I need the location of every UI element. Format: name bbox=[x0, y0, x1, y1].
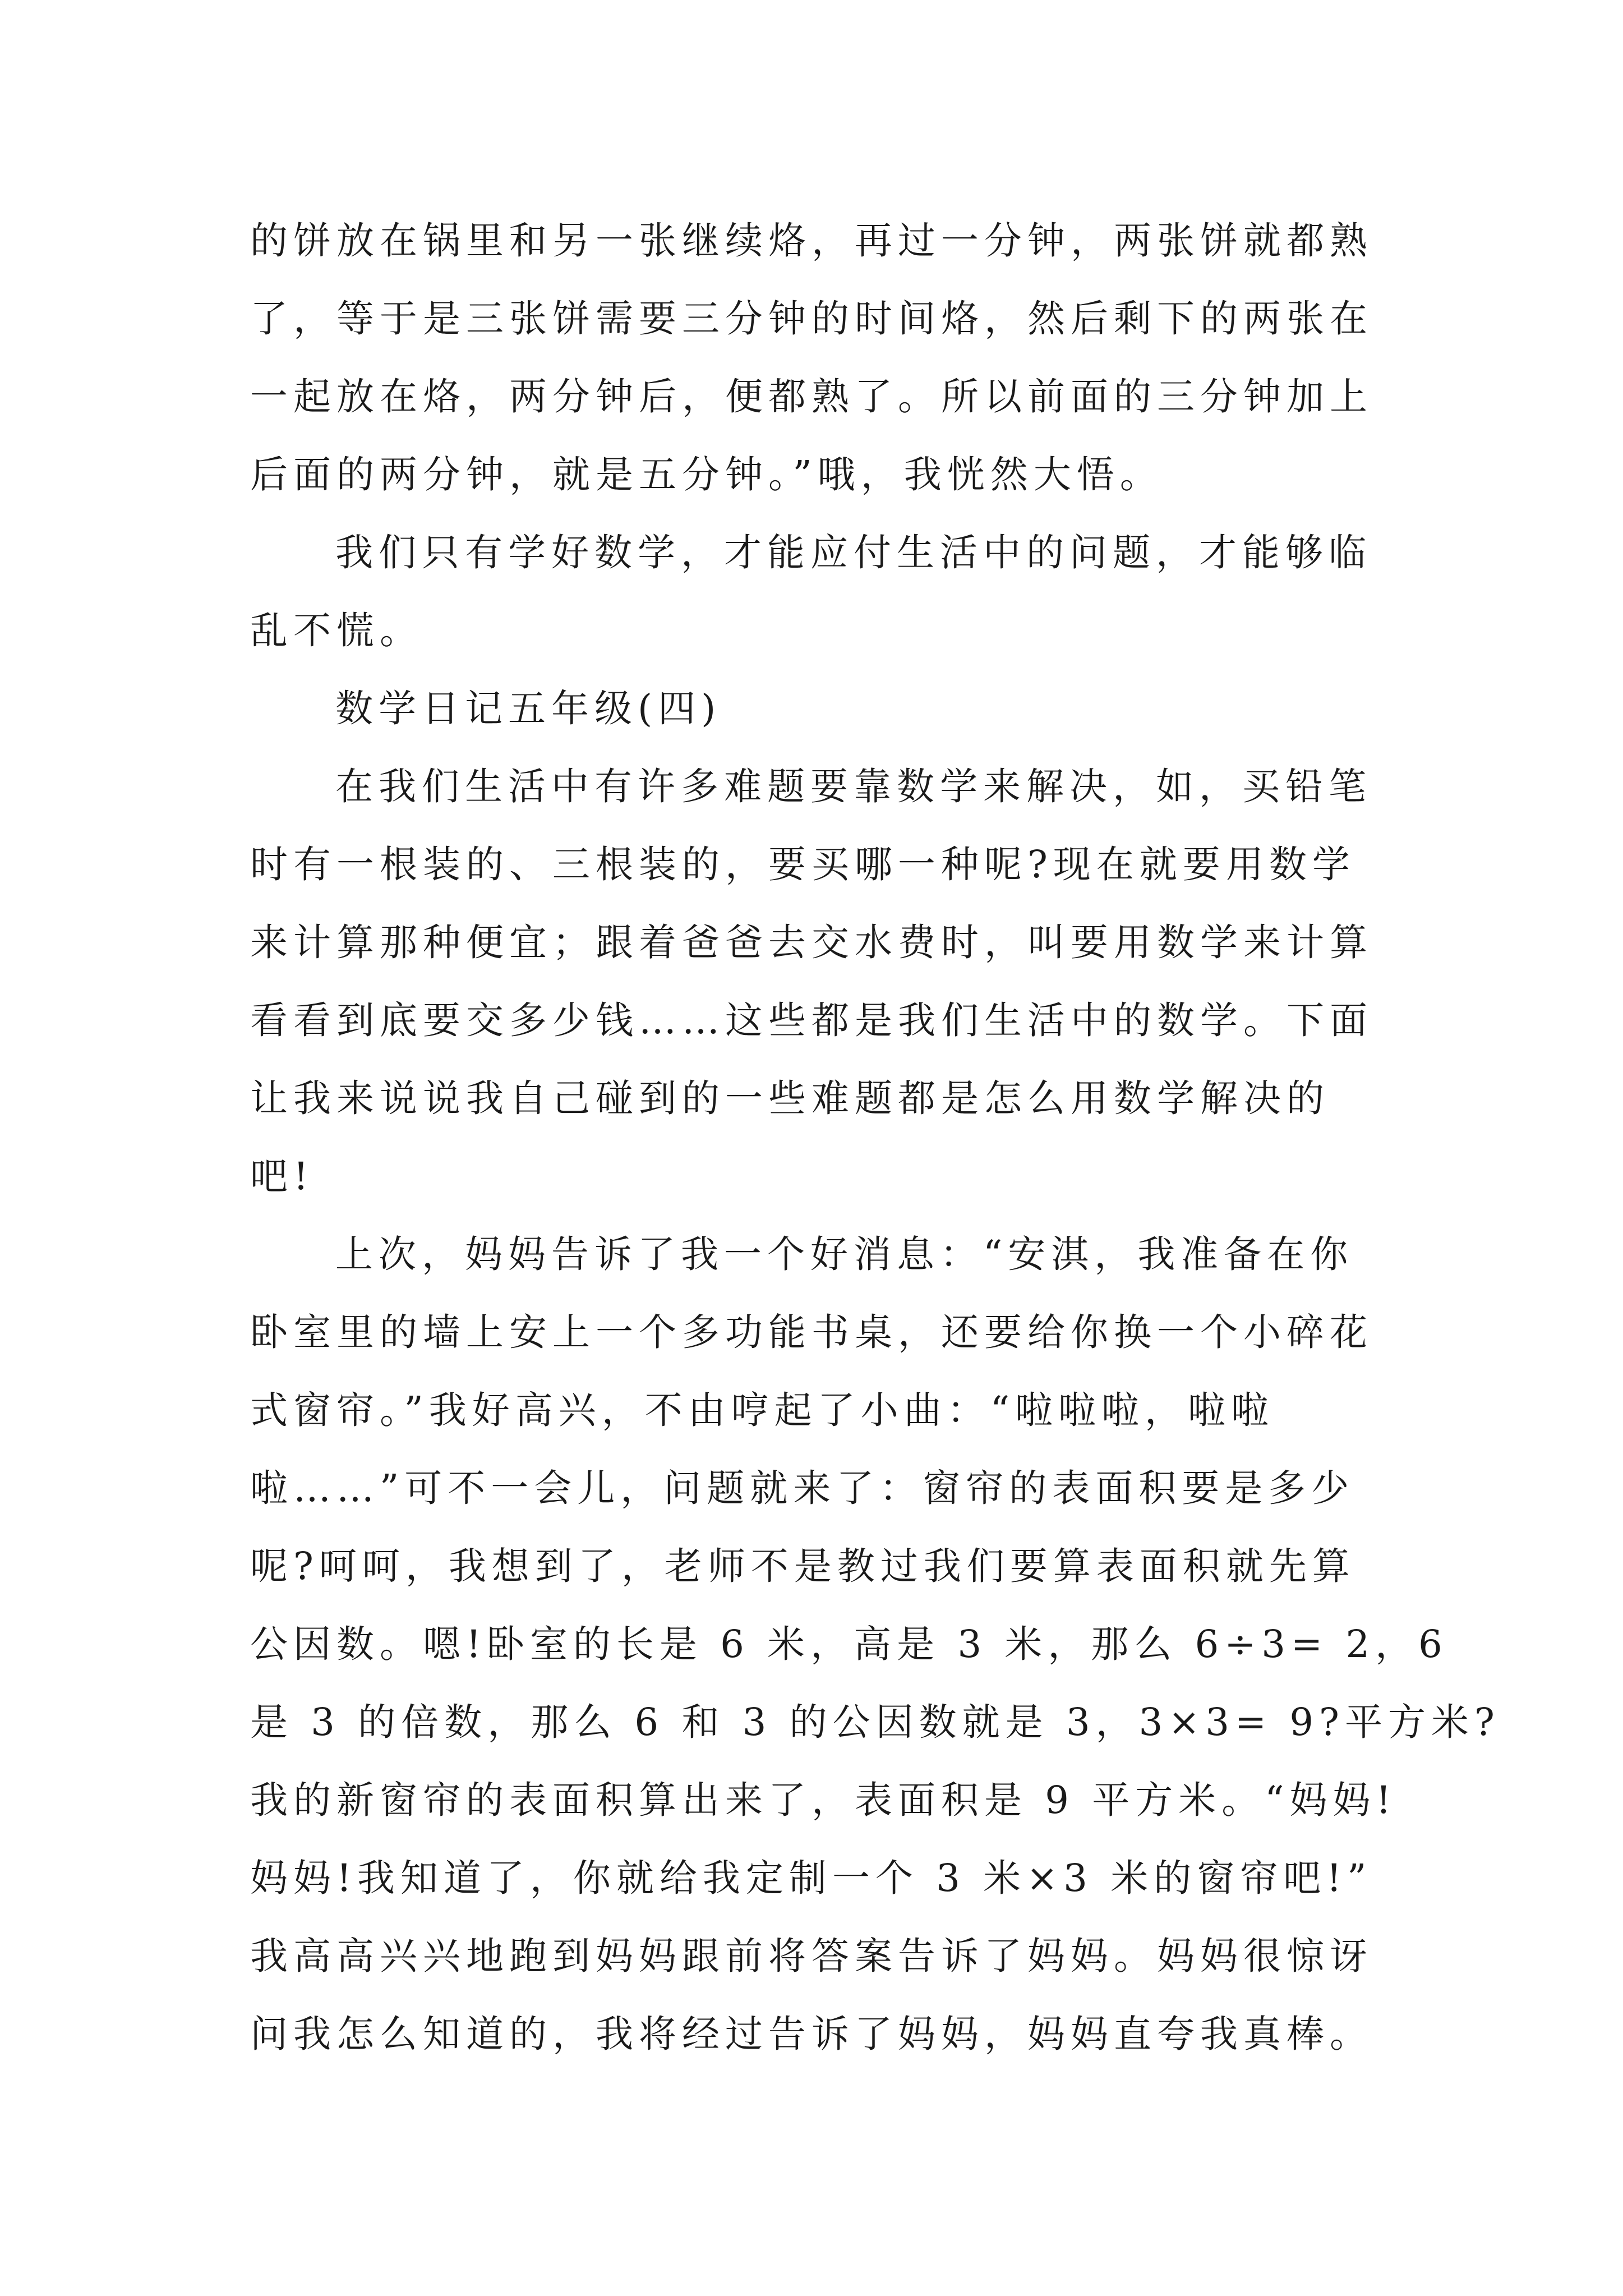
section-heading bbox=[250, 670, 1389, 748]
text-line: 式窗帘。”我好高兴，不由哼起了小曲：“啦啦啦，啦啦 bbox=[250, 1388, 1275, 1432]
document-page bbox=[250, 202, 1500, 2073]
heading-text: 数学日记五年级(四) bbox=[335, 687, 722, 730]
text-line: 了，等于是三张饼需要三分钟的时间烙，然后剩下的两张在 bbox=[250, 297, 1373, 341]
text-line: 我们只有学好数学，才能应付生活中的问题，才能够临 bbox=[335, 531, 1372, 574]
paragraph-pancake-ending bbox=[250, 202, 1389, 514]
text-line: 问我怎么知道的，我将经过告诉了妈妈，妈妈直夸我真棒。 bbox=[250, 2012, 1373, 2056]
text-line: 啦……”可不一会儿，问题就来了：窗帘的表面积要是多少 bbox=[250, 1466, 1355, 1510]
text-line: 呢?呵呵，我想到了，老师不是教过我们要算表面积就先算 bbox=[250, 1544, 1355, 1588]
text-line: 是 3 的倍数，那么 6 和 3 的公因数就是 3，3×3= 9?平方米? bbox=[250, 1700, 1500, 1744]
text-line: 公因数。嗯!卧室的长是 6 米，高是 3 米，那么 6÷3= 2，6 bbox=[250, 1622, 1448, 1666]
paragraph-intro bbox=[250, 748, 1389, 1216]
text-line: 在我们生活中有许多难题要靠数学来解决，如，买铅笔 bbox=[335, 765, 1372, 808]
text-line: 妈妈!我知道了，你就给我定制一个 3 米×3 米的窗帘吧!” bbox=[250, 1856, 1372, 1900]
text-line: 的饼放在锅里和另一张继续烙，再过一分钟，两张饼就都熟 bbox=[250, 219, 1373, 263]
text-line: 让我来说说我自己碰到的一些难题都是怎么用数学解决的 bbox=[250, 1076, 1330, 1120]
text-line: 来计算那种便宜；跟着爸爸去交水费时，叫要用数学来计算 bbox=[250, 921, 1373, 964]
text-line: 乱不慌。 bbox=[250, 609, 423, 652]
text-line: 我高高兴兴地跑到妈妈跟前将答案告诉了妈妈。妈妈很惊讶 bbox=[250, 1934, 1373, 1978]
text-line: 后面的两分钟，就是五分钟。”哦，我恍然大悟。 bbox=[250, 453, 1163, 496]
text-line: 吧! bbox=[250, 1154, 314, 1198]
text-line: 时有一根装的、三根装的，要买哪一种呢?现在就要用数学 bbox=[250, 843, 1355, 886]
paragraph-conclusion bbox=[250, 514, 1389, 670]
text-line: 卧室里的墙上安上一个多功能书桌，还要给你换一个小碎花 bbox=[250, 1310, 1373, 1354]
text-line: 一起放在烙，两分钟后，便都熟了。所以前面的三分钟加上 bbox=[250, 375, 1373, 418]
text-line: 上次，妈妈告诉了我一个好消息：“安淇，我准备在你 bbox=[335, 1232, 1354, 1276]
text-line: 看看到底要交多少钱……这些都是我们生活中的数学。下面 bbox=[250, 999, 1373, 1042]
text-line: 我的新窗帘的表面积算出来了，表面积是 9 平方米。“妈妈! bbox=[250, 1778, 1397, 1822]
paragraph-curtain-story bbox=[250, 1216, 1500, 2073]
